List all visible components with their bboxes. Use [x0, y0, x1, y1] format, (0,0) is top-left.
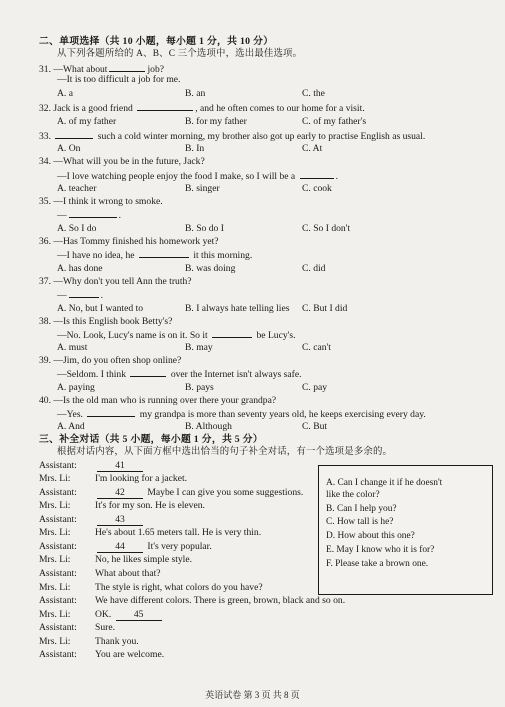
question-dialogue-line	[57, 169, 338, 183]
option-c: C. But	[302, 421, 328, 432]
dialogue-blank-43: 43	[97, 514, 143, 526]
option-b: B. may	[185, 342, 213, 353]
dialogue-blank-42: 42	[97, 487, 143, 499]
dialogue-text: Thank you.	[95, 636, 139, 647]
speaker-label: Mrs. Li:	[39, 473, 71, 484]
question-dialogue-line	[57, 248, 252, 262]
section-title: 三、补全对话（共 5 小题，每小题 1 分，共 5 分）	[39, 434, 263, 445]
speaker-label: Assistant:	[39, 568, 77, 579]
answer-blank	[69, 288, 99, 298]
question-33	[39, 129, 425, 143]
question-dialogue-line	[57, 328, 296, 342]
box-option: F. Please take a brown one.	[326, 559, 429, 569]
speaker-label: Assistant:	[39, 595, 77, 606]
question-number: 40.	[39, 395, 54, 406]
speaker-label: Assistant:	[39, 649, 77, 660]
question-40	[39, 395, 276, 407]
dialogue-text: It's very popular.	[145, 541, 212, 552]
question-stem: job?	[147, 64, 165, 75]
box-option: B. Can I help you?	[326, 504, 397, 514]
page-footer: 英语试卷 第 3 页 共 8 页	[205, 690, 300, 700]
answer-blank	[55, 129, 93, 139]
dialogue-blank-44: 44	[97, 541, 143, 553]
dialogue-line	[39, 582, 263, 594]
question-number: 31.	[39, 64, 54, 75]
option-b: B. pays	[185, 382, 214, 393]
speaker-label: Assistant:	[39, 622, 77, 633]
question-number: 35.	[39, 196, 54, 207]
option-c: C. So I don't	[302, 223, 351, 234]
question-dialogue-line	[57, 208, 121, 222]
question-number: 33.	[39, 131, 54, 142]
answer-blank	[109, 62, 145, 72]
section-3-instruction	[57, 446, 392, 458]
option-a: A. On	[57, 143, 81, 154]
speaker-label: Assistant:	[39, 487, 77, 498]
question-stem: —Is the old man who is running over there your grandpa?	[53, 395, 277, 406]
dialogue-line	[39, 622, 115, 634]
question-number: 37.	[39, 276, 54, 287]
section-instruction: 从下列各题所给的 A、B、C 三个选项中，选出最佳选项。	[57, 49, 303, 59]
question-number: 36.	[39, 236, 54, 247]
box-option: C. How tall is he?	[326, 517, 394, 527]
speaker-label: Mrs. Li:	[39, 582, 71, 593]
dialogue-line	[39, 568, 161, 580]
question-line: —It is too difficult a job for me.	[57, 74, 181, 85]
dialogue-line	[39, 514, 145, 526]
answer-blank	[87, 407, 135, 417]
dialogue-line	[39, 636, 139, 648]
option-c: C. pay	[302, 382, 328, 393]
box-option: E. May I know who it is for?	[326, 545, 435, 555]
answer-blank	[69, 208, 117, 218]
section-2-title	[39, 36, 273, 48]
question-39	[39, 355, 181, 367]
option-c: C. At	[302, 143, 323, 154]
question-line: .	[100, 290, 103, 301]
option-b: B. In	[185, 143, 205, 154]
section-3-title	[39, 434, 263, 446]
answer-blank	[300, 169, 334, 179]
dialogue-text: It's for my son. He is eleven.	[95, 500, 205, 511]
options-box	[318, 465, 493, 595]
question-line: —I love watching people enjoy the food I make, so I will be a	[57, 171, 298, 182]
dialogue-line	[39, 554, 192, 566]
answer-blank	[212, 328, 252, 338]
option-a: A. paying	[57, 382, 95, 393]
dialogue-line	[39, 527, 261, 539]
section-instruction: 根据对话内容，从下面方框中选出恰当的句子补全对话，有一个选项是多余的。	[57, 447, 393, 457]
question-number: 38.	[39, 316, 54, 327]
question-stem: —What about	[53, 64, 108, 75]
option-a: A. teacher	[57, 183, 97, 194]
question-dialogue-line	[57, 407, 426, 421]
question-stem: —What will you be in the future, Jack?	[53, 156, 205, 167]
dialogue-text: OK.	[95, 609, 114, 620]
dialogue-text: I'm looking for a jacket.	[95, 473, 188, 484]
dialogue-text: Sure.	[95, 622, 115, 633]
speaker-label: Assistant:	[39, 541, 77, 552]
question-line: —I have no idea, he	[57, 250, 137, 261]
section-title: 二、单项选择（共 10 小题，每小题 1 分，共 10 分）	[39, 36, 274, 47]
question-line: be Lucy's.	[254, 330, 296, 341]
box-option: A. Can I change it if he doesn't	[326, 478, 443, 488]
option-a: A. a	[57, 88, 73, 99]
option-a: A. has done	[57, 263, 103, 274]
question-number: 34.	[39, 156, 54, 167]
dialogue-line	[39, 609, 164, 621]
question-line: over the Internet isn't always safe.	[168, 369, 302, 380]
dialogue-text: No, he likes simple style.	[95, 554, 192, 565]
question-stem: —Jim, do you often shop online?	[53, 355, 182, 366]
dialogue-text: What about that?	[95, 568, 161, 579]
question-dialogue-line	[57, 74, 180, 86]
question-line: —	[57, 210, 67, 221]
question-stem: —I think it wrong to smoke.	[53, 196, 163, 207]
option-c: C. But I did	[302, 303, 348, 314]
option-b: B. for my father	[185, 116, 247, 127]
answer-blank	[137, 101, 193, 111]
box-option: D. How about this one?	[326, 531, 415, 541]
question-line: —	[57, 290, 67, 301]
section-2-instruction	[57, 48, 302, 60]
speaker-label: Assistant:	[39, 514, 77, 525]
option-b: B. singer	[185, 183, 220, 194]
option-a: A. of my father	[57, 116, 117, 127]
question-37	[39, 276, 192, 288]
option-c: C. cook	[302, 183, 332, 194]
answer-blank	[130, 367, 166, 377]
option-b: B. Although	[185, 421, 232, 432]
option-a: A. No, but I wanted to	[57, 303, 144, 314]
option-a: A. So I do	[57, 223, 97, 234]
question-line: .	[335, 171, 338, 182]
option-c: C. the	[302, 88, 325, 99]
question-line: my grandpa is more than seventy years old, he keeps exercising every day.	[137, 409, 426, 420]
question-stem: —Is this English book Betty's?	[53, 316, 173, 327]
option-a: A. And	[57, 421, 85, 432]
option-b: B. was doing	[185, 263, 236, 274]
answer-blank	[139, 248, 189, 258]
question-stem: —Has Tommy finished his homework yet?	[53, 236, 219, 247]
box-option: like the color?	[326, 490, 380, 500]
option-a: A. must	[57, 342, 88, 353]
option-b: B. So do I	[185, 223, 224, 234]
question-38	[39, 316, 172, 328]
dialogue-line	[39, 487, 303, 499]
option-c: C. did	[302, 263, 326, 274]
dialogue-line	[39, 595, 345, 607]
speaker-label: Assistant:	[39, 460, 77, 471]
question-number: 39.	[39, 355, 54, 366]
dialogue-text: You are welcome.	[95, 649, 165, 660]
question-35	[39, 196, 163, 208]
question-36	[39, 236, 219, 248]
question-32	[39, 101, 365, 115]
dialogue-text: Maybe I can give you some suggestions.	[145, 487, 304, 498]
question-line: —Seldom. I think	[57, 369, 129, 380]
option-b: B. an	[185, 88, 206, 99]
dialogue-blank-45: 45	[116, 609, 162, 621]
question-stem: such a cold winter morning, my brother also got up early to practise English as usual.	[95, 131, 426, 142]
question-line: .	[118, 210, 121, 221]
dialogue-line	[39, 541, 212, 553]
dialogue-text: We have different colors. There is green, brown, black and so on.	[95, 595, 346, 606]
speaker-label: Mrs. Li:	[39, 500, 71, 511]
speaker-label: Mrs. Li:	[39, 609, 71, 620]
dialogue-line	[39, 460, 145, 472]
question-stem: , and he often comes to our home for a visit.	[195, 103, 365, 114]
speaker-label: Mrs. Li:	[39, 636, 71, 647]
question-34	[39, 156, 205, 168]
question-line: it this morning.	[190, 250, 253, 261]
question-stem: Jack is a good friend	[53, 103, 136, 114]
question-line: —No. Look, Lucy's name is on it. So it	[57, 330, 211, 341]
question-line: —Yes.	[57, 409, 86, 420]
question-number: 32.	[39, 103, 54, 114]
dialogue-line	[39, 473, 187, 485]
dialogue-text: He's about 1.65 meters tall. He is very thin.	[95, 527, 262, 538]
dialogue-blank-41: 41	[97, 460, 143, 472]
question-stem: —Why don't you tell Ann the truth?	[53, 276, 192, 287]
speaker-label: Mrs. Li:	[39, 554, 71, 565]
dialogue-line	[39, 500, 205, 512]
dialogue-text: The style is right, what colors do you have?	[95, 582, 263, 593]
option-b: B. I always hate telling lies	[185, 303, 290, 314]
question-dialogue-line	[57, 288, 103, 302]
speaker-label: Mrs. Li:	[39, 527, 71, 538]
option-c: C. of my father's	[302, 116, 367, 127]
option-c: C. can't	[302, 342, 331, 353]
question-dialogue-line	[57, 367, 301, 381]
dialogue-line	[39, 649, 164, 661]
